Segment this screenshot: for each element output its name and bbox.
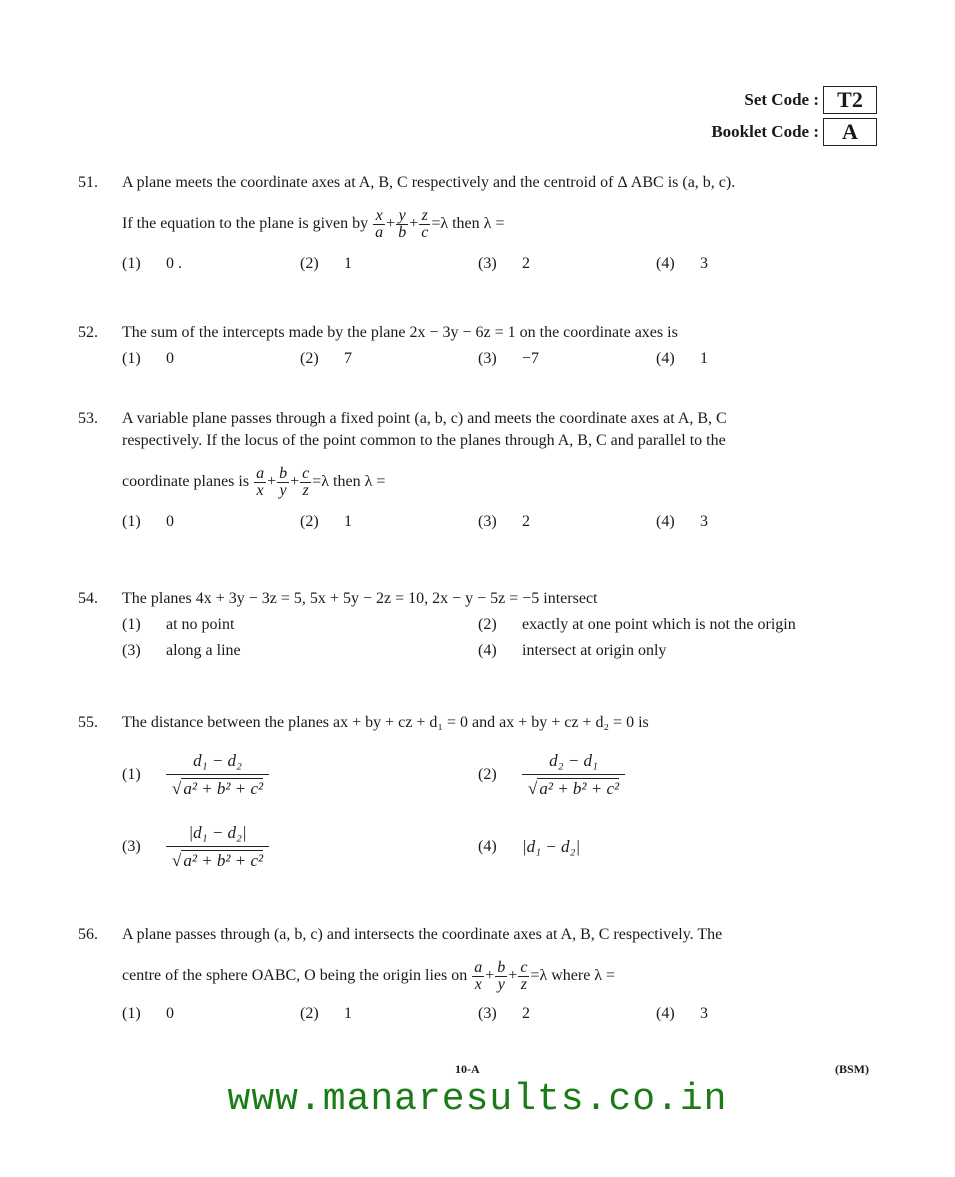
question-text: centre of the sphere OABC, O being the origin lies on [122, 967, 468, 985]
option-1[interactable]: (1) at no point [122, 616, 235, 633]
fraction: $\frac{a}{x}$ [474, 959, 483, 993]
page-number: 10-A [455, 1062, 480, 1076]
fraction: d₁ − d₂ √ a² + b² + c² [166, 750, 269, 800]
option-3[interactable]: (3) 2 [478, 513, 530, 530]
option-4[interactable]: (4) 3 [656, 513, 708, 530]
options-row [122, 511, 885, 533]
question-equation-line: centre of the sphere OABC, O being the origin lies on $\frac{a}{x}$ + $\frac{b}{y}$ + $\frac{c}{z}$ =λ where λ = [122, 959, 616, 993]
option-2[interactable]: (2) exactly at one point which is not the origin [478, 616, 796, 633]
question-equation-line: If the equation to the plane is given by $\frac{x}{a}$ + $\frac{y}{b}$ + $\frac{z}{c}$ =λ then λ = [122, 207, 505, 241]
question-56 [78, 924, 885, 1025]
option-1[interactable]: (1) d₁ − d₂ √ a² + b² + c² [122, 750, 478, 800]
question-text: where λ = [551, 967, 616, 985]
option-3[interactable]: (3) 2 [478, 255, 530, 272]
question-52 [78, 322, 885, 370]
option-1[interactable]: (1) 0 [122, 513, 174, 530]
question-text: then λ = [333, 473, 386, 491]
fraction: $\frac{a}{x}$ [256, 465, 265, 499]
option-2[interactable]: (2) d₂ − d₁ √ a² + b² + c² [478, 750, 625, 800]
question-text: A variable plane passes through a fixed point (a, b, c) and meets the coordinate axes at A, B, C [122, 410, 727, 427]
question-number: 52. [78, 324, 98, 341]
option-3[interactable]: (3) along a line [122, 642, 241, 659]
booklet-code-row [711, 116, 877, 148]
set-code-row [711, 84, 877, 116]
booklet-code-value: A [823, 118, 877, 146]
option-4[interactable]: (4) |d₁ − d₂| [478, 837, 581, 856]
options-row [122, 614, 885, 636]
question-text: A plane passes through (a, b, c) and intersects the coordinate axes at A, B, C respectively. The [122, 926, 723, 943]
question-text: A plane meets the coordinate axes at A, B, C respectively and the centroid of Δ ABC is (a, b, c). [122, 174, 736, 191]
options-row [122, 640, 885, 662]
question-54 [78, 588, 885, 662]
set-code-label: Set Code : [744, 90, 819, 109]
subject-code: (BSM) [835, 1062, 869, 1076]
question-text: If the equation to the plane is given by [122, 215, 369, 233]
question-text: respectively. If the locus of the point common to the planes through A, B, C and parallel to the [122, 432, 726, 449]
question-text: The distance between the planes ax + by + cz + d₁ = 0 and ax + by + cz + d₂ = 0 is [122, 714, 649, 731]
question-number: 54. [78, 590, 98, 607]
header-codes [711, 84, 877, 148]
options-row [122, 348, 885, 370]
question-equation-line: coordinate planes is $\frac{a}{x}$ + $\frac{b}{y}$ + $\frac{c}{z}$ =λ then λ = [122, 465, 386, 499]
option-3[interactable]: (3) −7 [478, 350, 540, 367]
question-text: The sum of the intercepts made by the plane 2x − 3y − 6z = 1 on the coordinate axes is [122, 324, 678, 341]
options-row [122, 750, 885, 800]
fraction: $\frac{y}{b}$ [398, 207, 407, 241]
option-4[interactable]: (4) 1 [656, 350, 708, 367]
option-1[interactable]: (1) 0 . [122, 255, 182, 272]
fraction: d₂ − d₁ √ a² + b² + c² [522, 750, 625, 800]
question-number: 51. [78, 174, 98, 191]
option-2[interactable]: (2) 7 [300, 350, 352, 367]
option-2[interactable]: (2) 1 [300, 513, 352, 530]
question-text: coordinate planes is [122, 473, 250, 491]
fraction: |d₁ − d₂| √ a² + b² + c² [166, 822, 269, 872]
fraction: $\frac{x}{a}$ [375, 207, 384, 241]
option-2[interactable]: (2) 1 [300, 255, 352, 272]
option-3[interactable]: (3) 2 [478, 1005, 530, 1022]
option-1[interactable]: (1) 0 [122, 350, 174, 367]
question-51 [78, 172, 885, 275]
option-4[interactable]: (4) 3 [656, 1005, 708, 1022]
set-code-value: T2 [823, 86, 877, 114]
website-watermark: www.manaresults.co.in [227, 1078, 728, 1121]
fraction: $\frac{c}{z}$ [302, 465, 310, 499]
fraction: $\frac{c}{z}$ [520, 959, 528, 993]
fraction: $\frac{b}{y}$ [279, 465, 288, 499]
question-number: 55. [78, 714, 98, 731]
question-55 [78, 712, 885, 872]
option-2[interactable]: (2) 1 [300, 1005, 352, 1022]
fraction: $\frac{z}{c}$ [421, 207, 429, 241]
question-text: The planes 4x + 3y − 3z = 5, 5x + 5y − 2z = 10, 2x − y − 5z = −5 intersect [122, 590, 598, 607]
option-3[interactable]: (3) |d₁ − d₂| √ a² + b² + c² [122, 822, 478, 872]
option-4[interactable]: (4) intersect at origin only [478, 642, 667, 659]
question-number: 53. [78, 410, 98, 427]
booklet-code-label: Booklet Code : [711, 122, 819, 141]
question-number: 56. [78, 926, 98, 943]
options-row [122, 253, 885, 275]
options-row [122, 822, 885, 872]
fraction: $\frac{b}{y}$ [497, 959, 506, 993]
option-1[interactable]: (1) 0 [122, 1005, 174, 1022]
options-row [122, 1003, 885, 1025]
option-4[interactable]: (4) 3 [656, 255, 708, 272]
question-text: then λ = [452, 215, 505, 233]
question-53 [78, 408, 885, 533]
